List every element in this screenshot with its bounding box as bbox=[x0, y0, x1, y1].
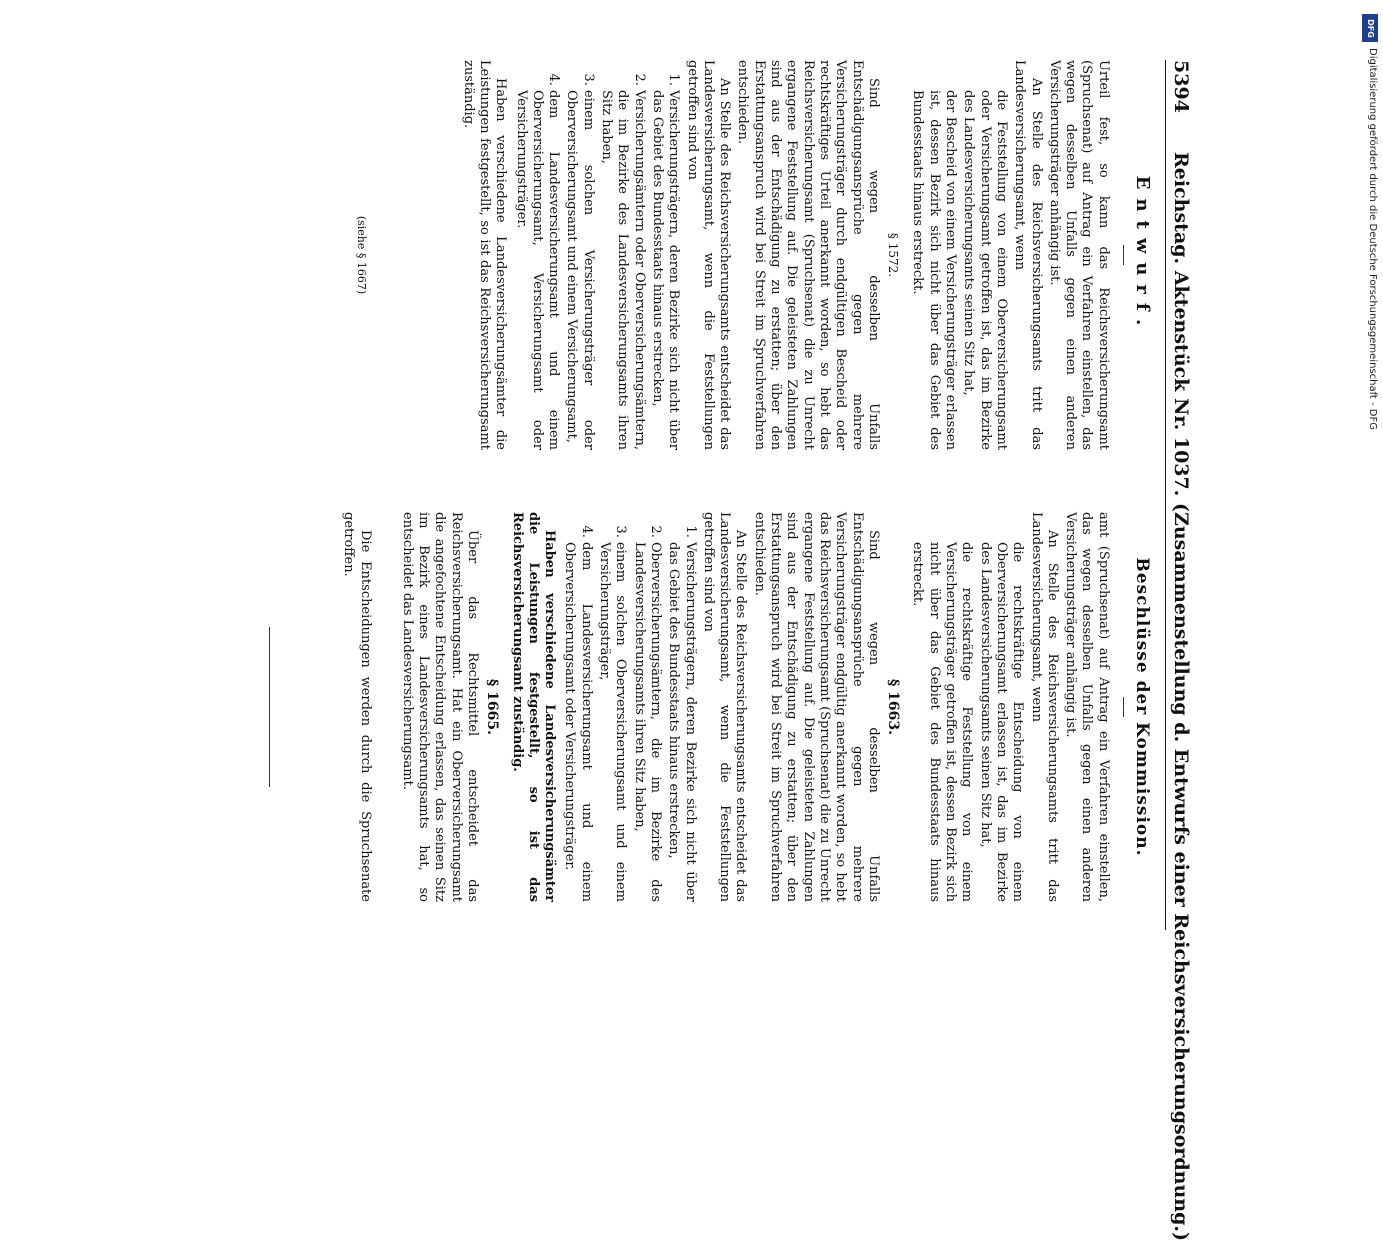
section-number: § 1572. bbox=[886, 232, 901, 278]
page-header bbox=[1160, 60, 1200, 1241]
list-item: 4. dem Landesversicherungsamt und einem Oberversicherungsamt oder Versicherungsträger. bbox=[561, 542, 594, 902]
digitization-margin bbox=[1362, 14, 1380, 1000]
list-item: 2. Versicherungsämtern oder Oberversicherungsämtern, die im Bezirke des Landesversicherungsamts ihren Sitz haben, bbox=[598, 90, 647, 450]
list-item: 1. Versicherungsträgern, deren Bezirke sich nicht über das Gebiet des Bundesstaats hinaus erstrecken, bbox=[649, 90, 682, 450]
paragraph: Sind wegen desselben Unfalls Entschädigungsansprüche gegen mehrere Versicherungsträger endgültig anerkannt worden, so hebt das Reichsversicherungsamt (Spruchsenat) die zu Unrecht ergangene Feststellung auf. Die geleisteten Zahlungen sind aus der Entschädigung zu erstatten; über den Erstattungsanspruch wird bei Streit im Spruchverfahren entschieden. bbox=[751, 512, 881, 902]
paragraph: An Stelle des Reichsversicherungsamts tritt das Landesversicherungsamt, wenn bbox=[1028, 512, 1060, 902]
column-commission bbox=[100, 512, 1150, 902]
page-number: 5394 bbox=[1170, 60, 1192, 113]
dfg-logo: DFG bbox=[1362, 14, 1378, 42]
digitization-note-text: Digitalisierung gefördert durch die Deutsche Forschungsgemeinschaft - DFG bbox=[1367, 48, 1378, 431]
list-item: 4. dem Landesversicherungsamt und einem Oberversicherungsamt, Versicherungsamt oder Versicherungsträger. bbox=[512, 90, 561, 450]
paragraph: Haben verschiedene Landesversicherungsämter die Leistungen festgestellt, so ist das Reichsversicherungsamt zuständig. bbox=[460, 60, 509, 450]
paragraph: der Bescheid von einem Versicherungsträger erlassen ist, dessen Bezirk sich nicht über das Gebiet des Bundesstaats hinaus erstreckt. bbox=[910, 90, 959, 450]
list-item: 3. einem solchen Oberversicherungsamt und einem Versicherungsträger, bbox=[596, 542, 629, 902]
paragraph: Urteil fest, so kann das Reichsversicherungsamt (Spruchsenat) auf Antrag ein Verfahren einstellen, das wegen desselben Unfalls gegen einen anderen Versicherungsträger anhängig ist. bbox=[1046, 60, 1111, 450]
header-rule bbox=[1165, 60, 1166, 930]
list-item: 2. Oberversicherungsämtern, die im Bezirke des Landesversicherungsamts ihren Sitz haben, bbox=[630, 542, 663, 902]
paragraph: die rechtskräftige Entscheidung von einem Oberversicherungsamt erlassen ist, das im Bezirke des Landesversicherungsamts seinen Sitz hat, bbox=[977, 542, 1026, 902]
paragraph: Über das Rechtsmittel entscheidet das Reichsversicherungsamt. Hat ein Oberversicherungsamt die angefochtene Entscheidung erlassen, das seinen Sitz im Bezirk eines Landesversicherungsamts hat, so entscheidet das Landesversicherungsamt. bbox=[399, 512, 481, 902]
paragraph: amt (Spruchsenat) auf Antrag ein Verfahren einstellen, das wegen desselben Unfalls gegen einen anderen Versicherungsträger anhängig ist. bbox=[1063, 512, 1111, 902]
rotated-document-page bbox=[60, 60, 1200, 1241]
end-rule bbox=[269, 627, 270, 787]
paragraph: Sind wegen desselben Unfalls Entschädigungsansprüche gegen mehrere Versicherungsträger durch endgültigen Bescheid oder rechtskräftiges Urteil anerkannt worden, so hebt das Reichsversicherungsamt (Spruchsenat) die zu Unrecht ergangene Feststellung auf. Die geleisteten Zahlungen sind aus der Entschädigung zu erstatten; über den Erstattungsanspruch wird bei Streit im Spruchverfahren entschieden. bbox=[735, 60, 881, 450]
enumerated-list bbox=[512, 60, 681, 450]
paragraph: die rechtskräftige Feststellung von einem Versicherungsträger getroffen ist, dessen Bezirk sich nicht über das Gebiet des Bundesstaats hinaus erstreckt. bbox=[910, 542, 975, 902]
heading-rule bbox=[1123, 245, 1124, 265]
column-heading-draft: Entwurf. bbox=[1132, 175, 1153, 335]
document-title: Reichstag. Aktenstück Nr. 1037. (Zusammenstellung d. Entwurfs einer Reichsversicherungsordnung.) bbox=[1170, 152, 1192, 1241]
paragraph: die Feststellung von einem Oberversicherungsamt oder Versicherungsamt getroffen ist, das im Bezirke des Landesversicherungsamts seinen Sitz hat, bbox=[961, 90, 1009, 450]
section-number: § 1665. bbox=[484, 678, 501, 736]
paragraph: An Stelle des Reichsversicherungsamts entscheidet das Landesversicherungsamt, wenn die Feststellungen getroffen sind von bbox=[684, 60, 733, 450]
section-number: § 1663. bbox=[885, 678, 902, 736]
column-draft bbox=[100, 60, 1153, 450]
list-item: 1. Versicherungsträgern, deren Bezirke sich nicht über das Gebiet des Bundesstaats hinaus erstrecken, bbox=[665, 542, 698, 902]
digitization-note bbox=[1362, 48, 1378, 948]
cross-reference-note: (siehe § 1667) bbox=[355, 215, 369, 295]
paragraph: Haben verschiedene Landesversicherungsämter die Leistungen festgestellt, so ist das Reichsversicherungsamt zuständig. bbox=[509, 512, 558, 902]
heading-rule bbox=[1123, 697, 1124, 717]
paragraph: An Stelle des Reichsversicherungsamts tritt das Landesversicherungsamt, wenn bbox=[1012, 60, 1044, 450]
column-heading-commission: Beschlüsse der Kommission. bbox=[1132, 557, 1152, 857]
paragraph: An Stelle des Reichsversicherungsamts entscheidet das Landesversicherungsamt, wenn die Feststellungen getroffen sind von bbox=[700, 512, 749, 902]
list-item: 3. einem solchen Versicherungsträger oder Oberversicherungsamt und einem Versicherungsamt, bbox=[563, 90, 596, 450]
paragraph: Die Entscheidungen werden durch die Spruchsenate getroffen. bbox=[341, 512, 373, 902]
enumerated-list bbox=[561, 512, 697, 902]
